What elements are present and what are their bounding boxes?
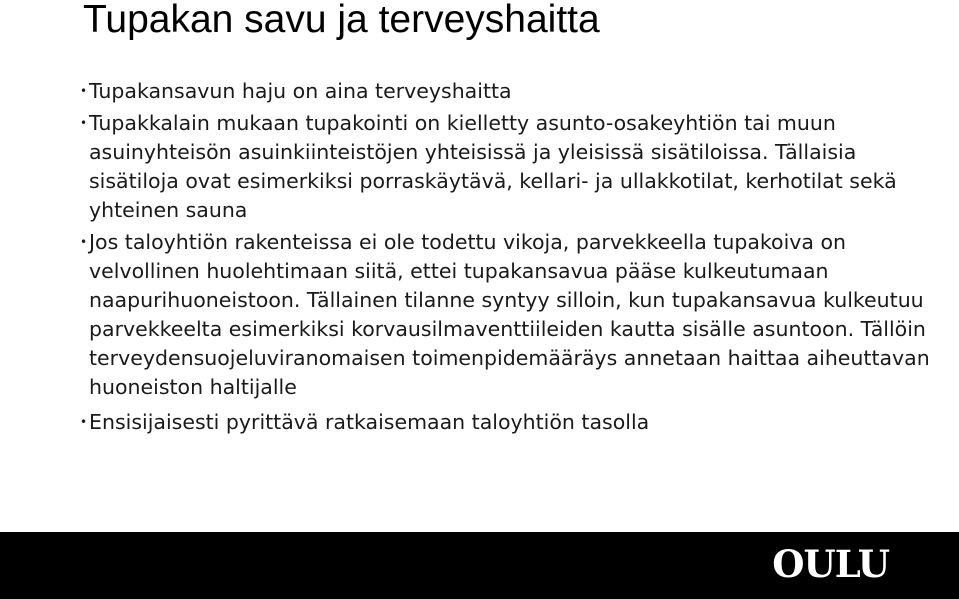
bullet-marker: • <box>80 116 88 130</box>
bullet-text: Tupakkalain mukaan tupakointi on kielletty asunto-osakeyhtiön tai muun asuinyhteisön asuinkiinteistöjen yhteisissä ja yleisissä sisätiloissa. Tällaisia sisätiloja ovat esimerkiksi porraskäytävä, kellari- ja ullakkotilat, kerhotilat sekä yhteinen sauna <box>89 111 897 222</box>
slide-title: Tupakan savu ja terveyshaitta <box>83 0 600 41</box>
bullet-item <box>80 109 950 225</box>
footer-bar <box>0 532 959 599</box>
bullet-list <box>80 77 950 437</box>
bullet-marker: • <box>80 415 88 429</box>
bullet-text: Jos taloyhtiön rakenteissa ei ole todettu vikoja, parvekkeella tupakoiva on velvollinen huolehtimaan siitä, ettei tupakansavua pääse kulkeutumaan naapurihuoneistoon. Tällainen tilanne syntyy silloin, kun tupakansavua kulkeutuu parvekkeelta esimerkiksi korvausilmaventtiileiden kautta sisälle asuntoon. Tällöin terveydensuojeluviranomaisen toimenpidemääräys annetaan haittaa aiheuttavan huoneiston haltijalle <box>89 230 930 399</box>
bullet-marker: • <box>80 235 88 249</box>
bullet-item <box>80 408 950 437</box>
bullet-item <box>80 77 950 106</box>
bullet-marker: • <box>80 84 88 98</box>
bullet-text: Tupakansavun haju on aina terveyshaitta <box>89 79 512 103</box>
bullet-item <box>80 228 950 402</box>
oulu-logo: OULU <box>772 542 889 586</box>
bullet-text: Ensisijaisesti pyrittävä ratkaisemaan taloyhtiön tasolla <box>89 410 650 434</box>
